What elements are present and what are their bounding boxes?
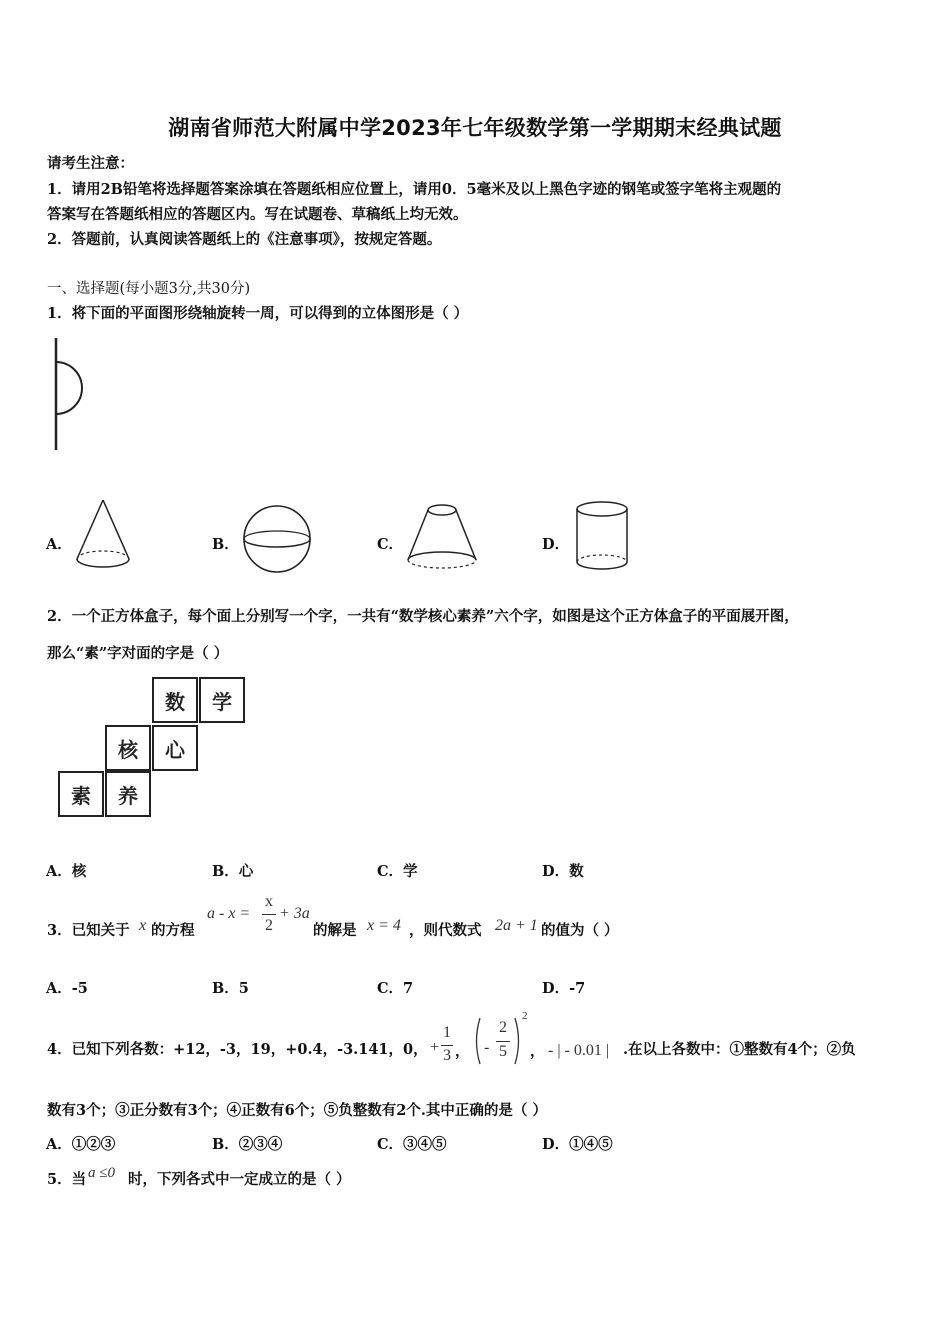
q4-fraction2-bar: [496, 1041, 510, 1042]
q3-option-d[interactable]: D．-7: [542, 980, 586, 997]
net-cell-su: 素: [58, 771, 104, 817]
net-cell-shu: 数: [152, 677, 198, 723]
q3-option-c[interactable]: C．7: [377, 980, 414, 997]
q1-option-d[interactable]: D．: [542, 536, 570, 553]
q4-fraction1-bar: [441, 1045, 453, 1046]
q5-text-1: 5．当: [47, 1171, 87, 1188]
q3-expression: 2a + 1: [495, 917, 538, 934]
cone-icon: [72, 497, 134, 573]
q4-text-3: 数有3个；③正分数有3个；④正数有6个；⑤负整数有2个.其中正确的是（ ）: [47, 1102, 547, 1119]
q5-condition: a ≤0: [88, 1165, 115, 1181]
notice-line-2: 答案写在答题纸相应的答题区内。写在试题卷、草稿纸上均无效。: [47, 206, 468, 223]
net-cell-he: 核: [105, 725, 151, 771]
q1-stem: 1．将下面的平面图形绕轴旋转一周，可以得到的立体图形是（ ）: [47, 305, 469, 322]
q2-option-b[interactable]: B．心: [212, 863, 254, 880]
q3-fraction-numerator: x: [265, 893, 273, 910]
notice-line-3: 2．答题前，认真阅读答题纸上的《注意事项》，按规定答题。: [47, 231, 442, 248]
q3-fraction-denominator: 2: [265, 917, 273, 934]
q3-solution: x = 4: [367, 917, 401, 934]
q4-comma-2: ，: [530, 1043, 545, 1060]
q3-text-3: 的解是: [313, 922, 357, 939]
q3-var-x: x: [139, 917, 147, 934]
q4-absolute-value-expression: - | - 0.01 |: [548, 1042, 610, 1059]
q3-text-4: ，则代数式: [409, 922, 482, 939]
q3-equation-right: + 3a: [279, 905, 310, 922]
notice-heading: 请考生注意：: [47, 155, 134, 172]
q4-option-c[interactable]: C．③④⑤: [377, 1136, 447, 1153]
q1-option-c[interactable]: C．: [377, 536, 404, 553]
q4-text-1: 4．已知下列各数：+12，-3，19，+0.4，-3.141，0，: [47, 1041, 428, 1058]
q4-left-paren: [472, 1016, 482, 1066]
q3-equation-left: a - x =: [207, 905, 251, 922]
q2-option-d[interactable]: D．数: [542, 863, 584, 880]
q4-exponent: 2: [522, 1010, 528, 1022]
section-heading: 一、选择题(每小题3分,共30分): [47, 281, 251, 297]
q4-option-d[interactable]: D．①④⑤: [542, 1136, 613, 1153]
q1-option-a[interactable]: A．: [46, 536, 72, 553]
net-cell-yang: 养: [105, 771, 151, 817]
q2-option-a[interactable]: A．核: [46, 863, 87, 880]
q2-option-c[interactable]: C．学: [377, 863, 418, 880]
q2-stem-line-2: 那么“素”字对面的字是（ ）: [47, 645, 229, 662]
q1-half-circle-figure: [45, 338, 95, 453]
q2-stem-line-1: 2．一个正方体盒子，每个面上分别写一个字，一共有“数学核心素养”六个字，如图是这个正方体盒子的平面展开图，: [47, 608, 799, 625]
q4-plus-sign: +: [430, 1039, 440, 1056]
q4-option-b[interactable]: B．②③④: [212, 1136, 283, 1153]
frustum-icon: [402, 500, 484, 576]
notice-line-1: 1．请用2B铅笔将选择题答案涂填在答题纸相应位置上，请用0．5毫米及以上黑色字迹的钢笔或签字笔将主观题的: [47, 181, 782, 198]
q4-option-a[interactable]: A．①②③: [46, 1136, 116, 1153]
q5-text-2: 时，下列各式中一定成立的是（ ）: [128, 1171, 351, 1188]
net-cell-xin: 心: [152, 725, 198, 771]
q4-fraction2-numerator: 2: [499, 1019, 507, 1036]
q4-text-2: .在以上各数中：①整数有4个；②负: [623, 1041, 856, 1058]
q3-text-2: 的方程: [151, 922, 195, 939]
q3-fraction-bar: [262, 914, 276, 915]
q4-fraction2-denominator: 5: [499, 1043, 507, 1060]
sphere-icon: [240, 504, 316, 576]
q3-text-5: 的值为（ ）: [541, 922, 619, 939]
cylinder-icon: [573, 499, 633, 575]
net-cell-xue: 学: [199, 677, 245, 723]
q3-text-1: 3．已知关于: [47, 922, 130, 939]
q3-option-b[interactable]: B．5: [212, 980, 249, 997]
page-title: 湖南省师范大附属中学2023年七年级数学第一学期期末经典试题: [168, 116, 782, 140]
q4-right-paren: [513, 1016, 523, 1066]
q4-negative-sign: -: [484, 1039, 490, 1056]
q1-option-b[interactable]: B．: [212, 536, 239, 553]
q3-option-a[interactable]: A．-5: [46, 980, 88, 997]
q4-fraction1-numerator: 1: [443, 1024, 451, 1041]
q4-comma-1: ，: [455, 1043, 470, 1060]
q4-fraction1-denominator: 3: [443, 1047, 451, 1064]
